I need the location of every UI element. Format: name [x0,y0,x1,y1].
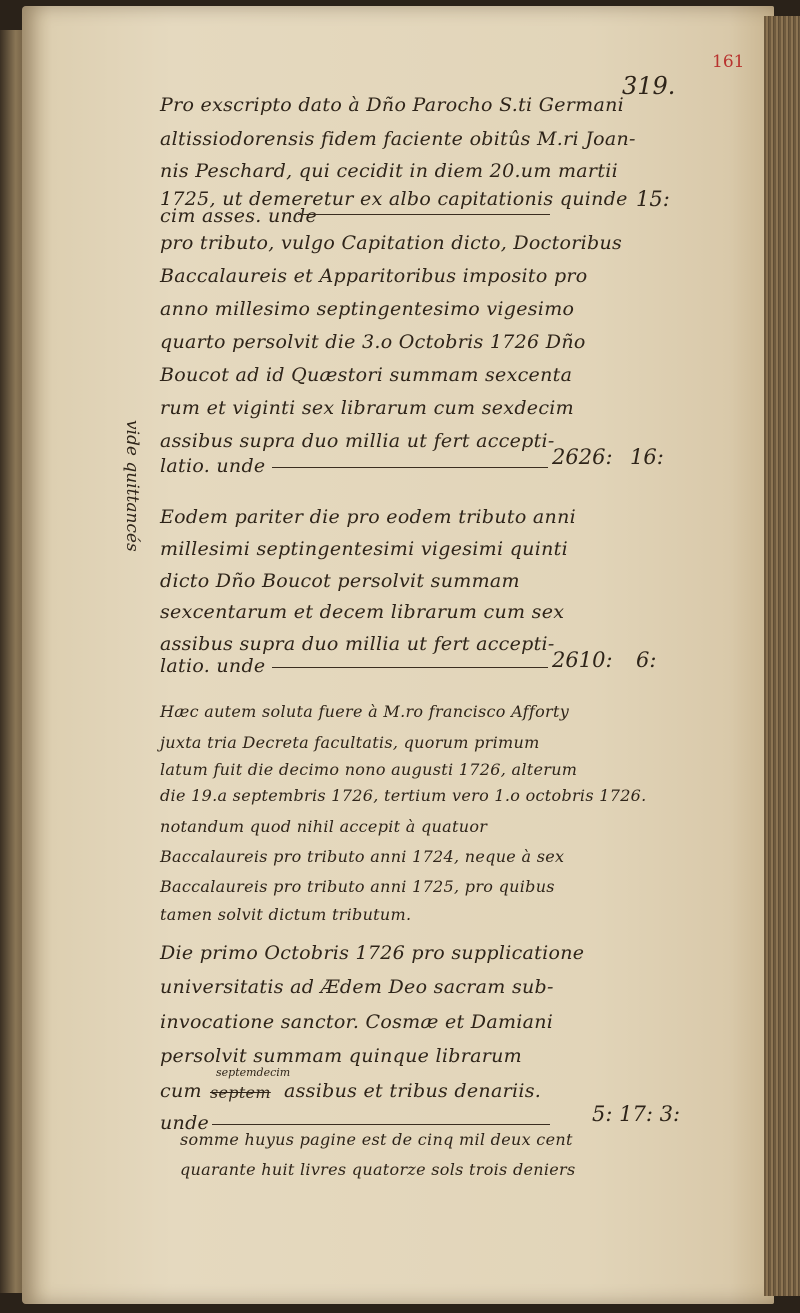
entry-2-line-4: quarto persolvit die 3.o Octobris 1726 Dño [160,331,586,353]
entry-4-line-5: notandum quod nihil accepit à quatuor [160,817,488,836]
entry-1-line-3: nis Peschard, qui cecidit in diem 20.um martii [160,160,619,182]
page-number: 319. [622,72,676,100]
entry-3-amount-sols: 6: [636,648,657,672]
entry-2-amount-livres: 2626: [552,445,613,469]
summary-line-1: somme huyus pagine est de cinq mil deux cent [180,1130,573,1149]
entry-3-line-3: dicto Dño Boucot persolvit summam [160,570,520,592]
entry-3-line-1: Eodem pariter die pro eodem tributo anni [160,506,576,528]
entry-5-line-3: invocatione sanctor. Cosmæ et Damiani [160,1011,554,1033]
entry-4-line-1: Hæc autem soluta fuere à M.ro francisco Afforty [160,702,570,721]
summary-line-2: quarante huit livres quatorze sols trois deniers [180,1160,576,1179]
entry-1-line-4: 1725, ut demeretur ex albo capitationis quinde [160,188,628,210]
entry-1-line-2: altissiodorensis fidem faciente obitûs M.ri Joan- [160,128,636,150]
entry-2-line-6: rum et viginti sex librarum cum sexdecim [160,397,574,419]
entry-5-line-4: persolvit summam quinque librarum [160,1045,523,1067]
entry-4-line-6: Baccalaureis pro tributo anni 1724, neque à sex [160,847,565,866]
entry-3-amount-livres: 2610: [552,648,613,672]
folio-number: 161 [712,52,745,72]
entry-4-line-2: juxta tria Decreta facultatis, quorum primum [160,733,540,752]
entry-5-line-1: Die primo Octobris 1726 pro supplicatione [160,942,585,964]
entry-3-line-2: millesimi septingentesimi vigesimi quinti [160,538,568,560]
entry-5-rule [212,1124,550,1125]
entry-5-line-5a: cum [160,1080,202,1102]
entry-1-rule [298,214,550,215]
entry-5-line-5b: assibus et tribus denariis. [284,1080,542,1102]
entry-2-line-5: Boucot ad id Quæstori summam sexcenta [160,364,573,386]
entry-2-rule [272,467,548,468]
entry-4-line-7: Baccalaureis pro tributo anni 1725, pro quibus [160,877,555,896]
entry-4-line-8: tamen solvit dictum tributum. [160,905,412,924]
entry-4-line-4: die 19.a septembris 1726, tertium vero 1.o octobris 1726. [160,786,647,805]
margin-note: vide quittancés [122,420,142,552]
entry-5-line-2: universitatis ad Ædem Deo sacram sub- [160,976,554,998]
entry-1-line-1: Pro exscripto dato à Dño Parocho S.ti Germani [160,94,624,116]
entry-1-line-5: cim asses. unde [160,205,318,227]
entry-4-line-3: latum fuit die decimo nono augusti 1726, alterum [160,760,578,779]
entry-2-line-3: anno millesimo septingentesimo vigesimo [160,298,575,320]
entry-5-struck-word: septem [210,1083,271,1102]
entry-2-line-8: latio. unde [160,455,266,477]
entry-2-amount-sols: 16: [630,445,664,469]
entry-2-line-1: pro tributo, vulgo Capitation dicto, Doctoribus [160,232,623,254]
entry-5-interlinear: septemdecim [216,1066,291,1079]
entry-3-line-4: sexcentarum et decem librarum cum sex [160,601,565,623]
entry-3-rule [272,667,548,668]
entry-5-amount: 5: 17: 3: [592,1102,681,1126]
entry-3-line-6: latio. unde [160,655,266,677]
book-fore-edge [764,16,800,1296]
entry-1-amount: 15: [636,187,670,211]
entry-5-line-6: unde [160,1112,210,1134]
entry-2-line-2: Baccalaureis et Apparitoribus imposito pro [160,265,588,287]
entry-2-line-7: assibus supra duo millia ut fert accepti- [160,430,555,452]
entry-3-line-5: assibus supra duo millia ut fert accepti- [160,633,555,655]
